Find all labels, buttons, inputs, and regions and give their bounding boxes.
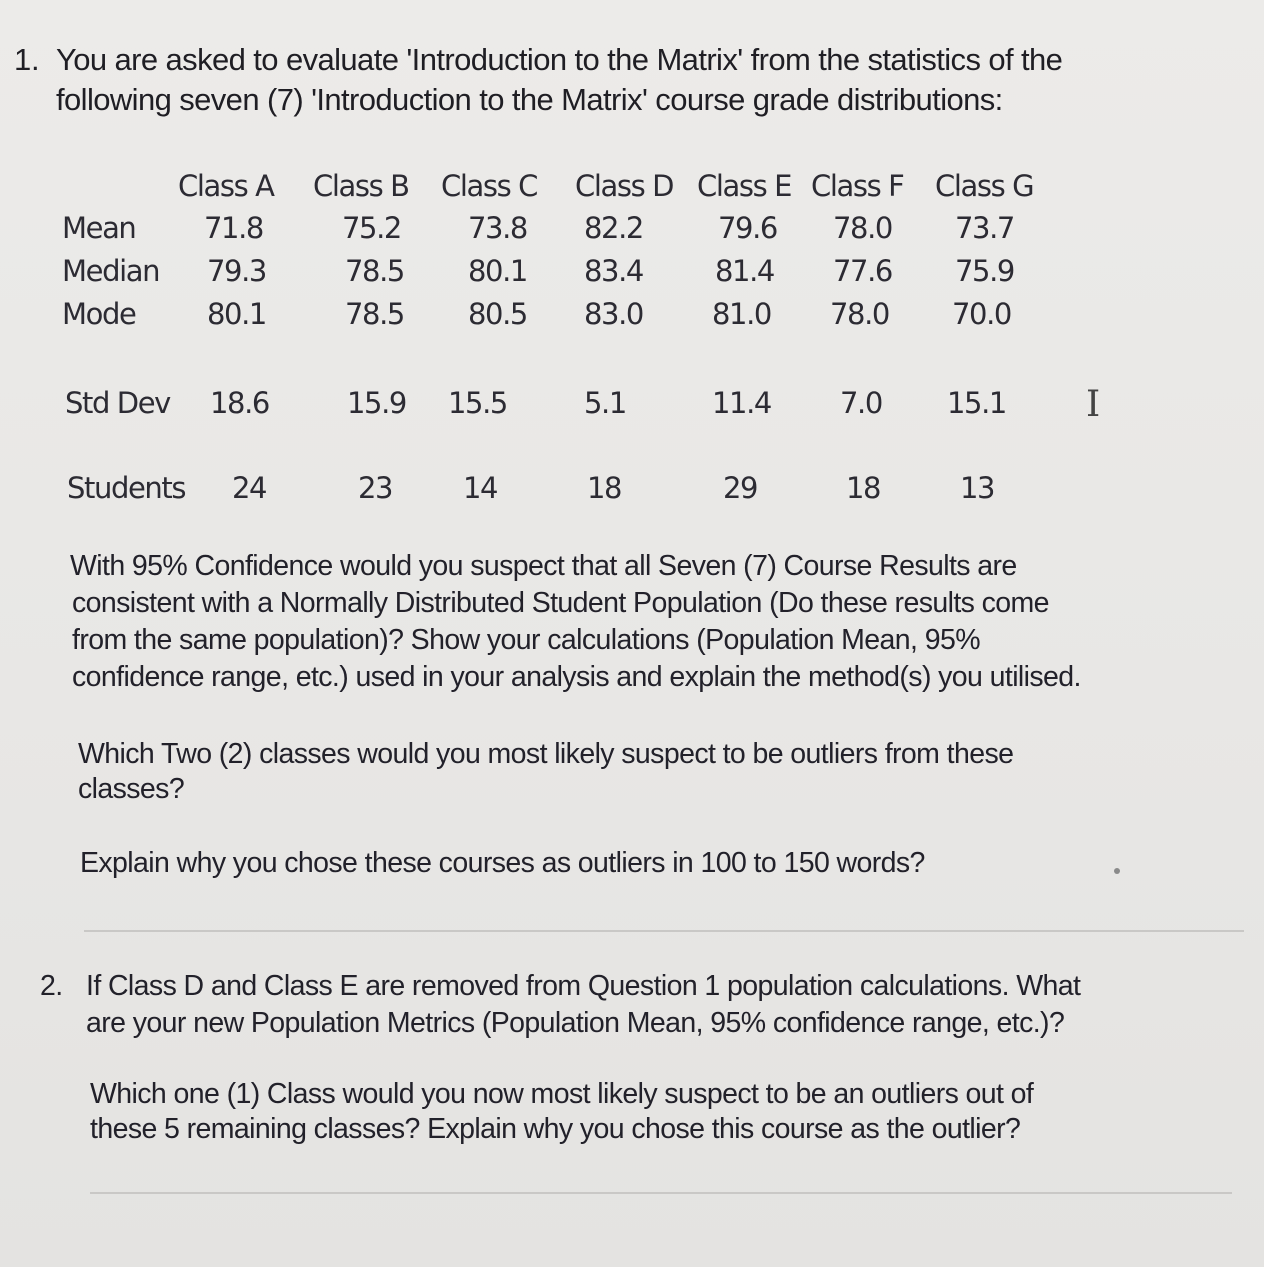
table-cell: 83.4: [584, 254, 643, 288]
paragraph-line: Which one (1) Class would you now most likely suspect to be an outliers out of: [90, 1078, 1034, 1110]
table-cell: 29: [723, 471, 758, 505]
question-1-line-1: You are asked to evaluate 'Introduction to the Matrix' from the statistics of the: [56, 42, 1063, 77]
table-cell: 78.0: [833, 211, 892, 245]
table-cell: 80.1: [207, 297, 266, 331]
table-cell: 15.1: [947, 386, 1006, 420]
table-cell: 11.4: [712, 386, 771, 420]
table-cell: 18: [846, 471, 881, 505]
paragraph-line: consistent with a Normally Distributed Student Population (Do these results come: [72, 587, 1049, 619]
row-label-students: Students: [67, 471, 186, 505]
column-header-class-b: Class B: [313, 169, 409, 203]
table-cell: 15.5: [448, 386, 507, 420]
table-cell: 80.5: [468, 297, 527, 331]
table-cell: 70.0: [952, 297, 1011, 331]
table-cell: 73.7: [955, 211, 1014, 245]
table-cell: 71.8: [204, 211, 263, 245]
table-cell: 78.0: [830, 297, 889, 331]
paragraph-line: from the same population)? Show your calculations (Population Mean, 95%: [72, 624, 980, 656]
table-cell: 24: [232, 471, 267, 505]
table-cell: 73.8: [468, 211, 527, 245]
table-cell: 80.1: [468, 254, 527, 288]
table-cell: 18: [587, 471, 622, 505]
table-cell: 13: [960, 471, 995, 505]
column-header-class-g: Class G: [935, 169, 1034, 203]
table-cell: 81.4: [715, 254, 774, 288]
paragraph-line: With 95% Confidence would you suspect that all Seven (7) Course Results are: [70, 550, 1017, 582]
row-label-mode: Mode: [62, 297, 136, 331]
row-label-mean: Mean: [62, 211, 136, 245]
column-header-class-a: Class A: [178, 169, 274, 203]
row-label-std-dev: Std Dev: [65, 386, 170, 420]
column-header-class-f: Class F: [811, 169, 904, 203]
question-1-paragraph-explain: Explain why you chose these courses as outliers in 100 to 150 words?: [80, 847, 925, 879]
table-cell: 81.0: [712, 297, 771, 331]
answer-line-q2[interactable]: [90, 1192, 1232, 1194]
table-cell: 82.2: [584, 211, 643, 245]
answer-line-q1[interactable]: [84, 930, 1244, 932]
table-cell: 7.0: [840, 386, 882, 420]
table-cell: 23: [358, 471, 393, 505]
row-label-median: Median: [62, 254, 160, 288]
table-cell: 77.6: [833, 254, 892, 288]
table-cell: 15.9: [347, 386, 406, 420]
table-cell: 14: [463, 471, 498, 505]
table-cell: 79.6: [718, 211, 777, 245]
column-header-class-d: Class D: [575, 169, 674, 203]
table-cell: 75.9: [955, 254, 1014, 288]
paragraph-line: classes?: [78, 773, 185, 805]
paragraph-line: confidence range, etc.) used in your analysis and explain the method(s) you utilised.: [72, 661, 1081, 693]
paragraph-line: these 5 remaining classes? Explain why you chose this course as the outlier?: [90, 1113, 1021, 1145]
question-2-line-2: are your new Population Metrics (Population Mean, 95% confidence range, etc.)?: [86, 1007, 1065, 1039]
table-cell: 79.3: [207, 254, 266, 288]
table-cell: 78.5: [345, 254, 404, 288]
question-1-line-2: following seven (7) 'Introduction to the Matrix' course grade distributions:: [56, 82, 1003, 117]
table-cell: 83.0: [584, 297, 643, 331]
column-header-class-c: Class C: [441, 169, 537, 203]
table-cell: 18.6: [210, 386, 269, 420]
question-1-number: 1.: [14, 42, 40, 77]
paragraph-line: Which Two (2) classes would you most likely suspect to be outliers from these: [78, 738, 1014, 770]
question-2-number: 2.: [40, 970, 63, 1002]
question-2-line-1: If Class D and Class E are removed from Question 1 population calculations. What: [86, 970, 1081, 1002]
bullet-dot: [1114, 868, 1120, 874]
table-cell: 78.5: [345, 297, 404, 331]
text-cursor-icon: I: [1086, 384, 1101, 425]
table-cell: 5.1: [584, 386, 626, 420]
column-header-class-e: Class E: [697, 169, 792, 203]
table-cell: 75.2: [342, 211, 401, 245]
